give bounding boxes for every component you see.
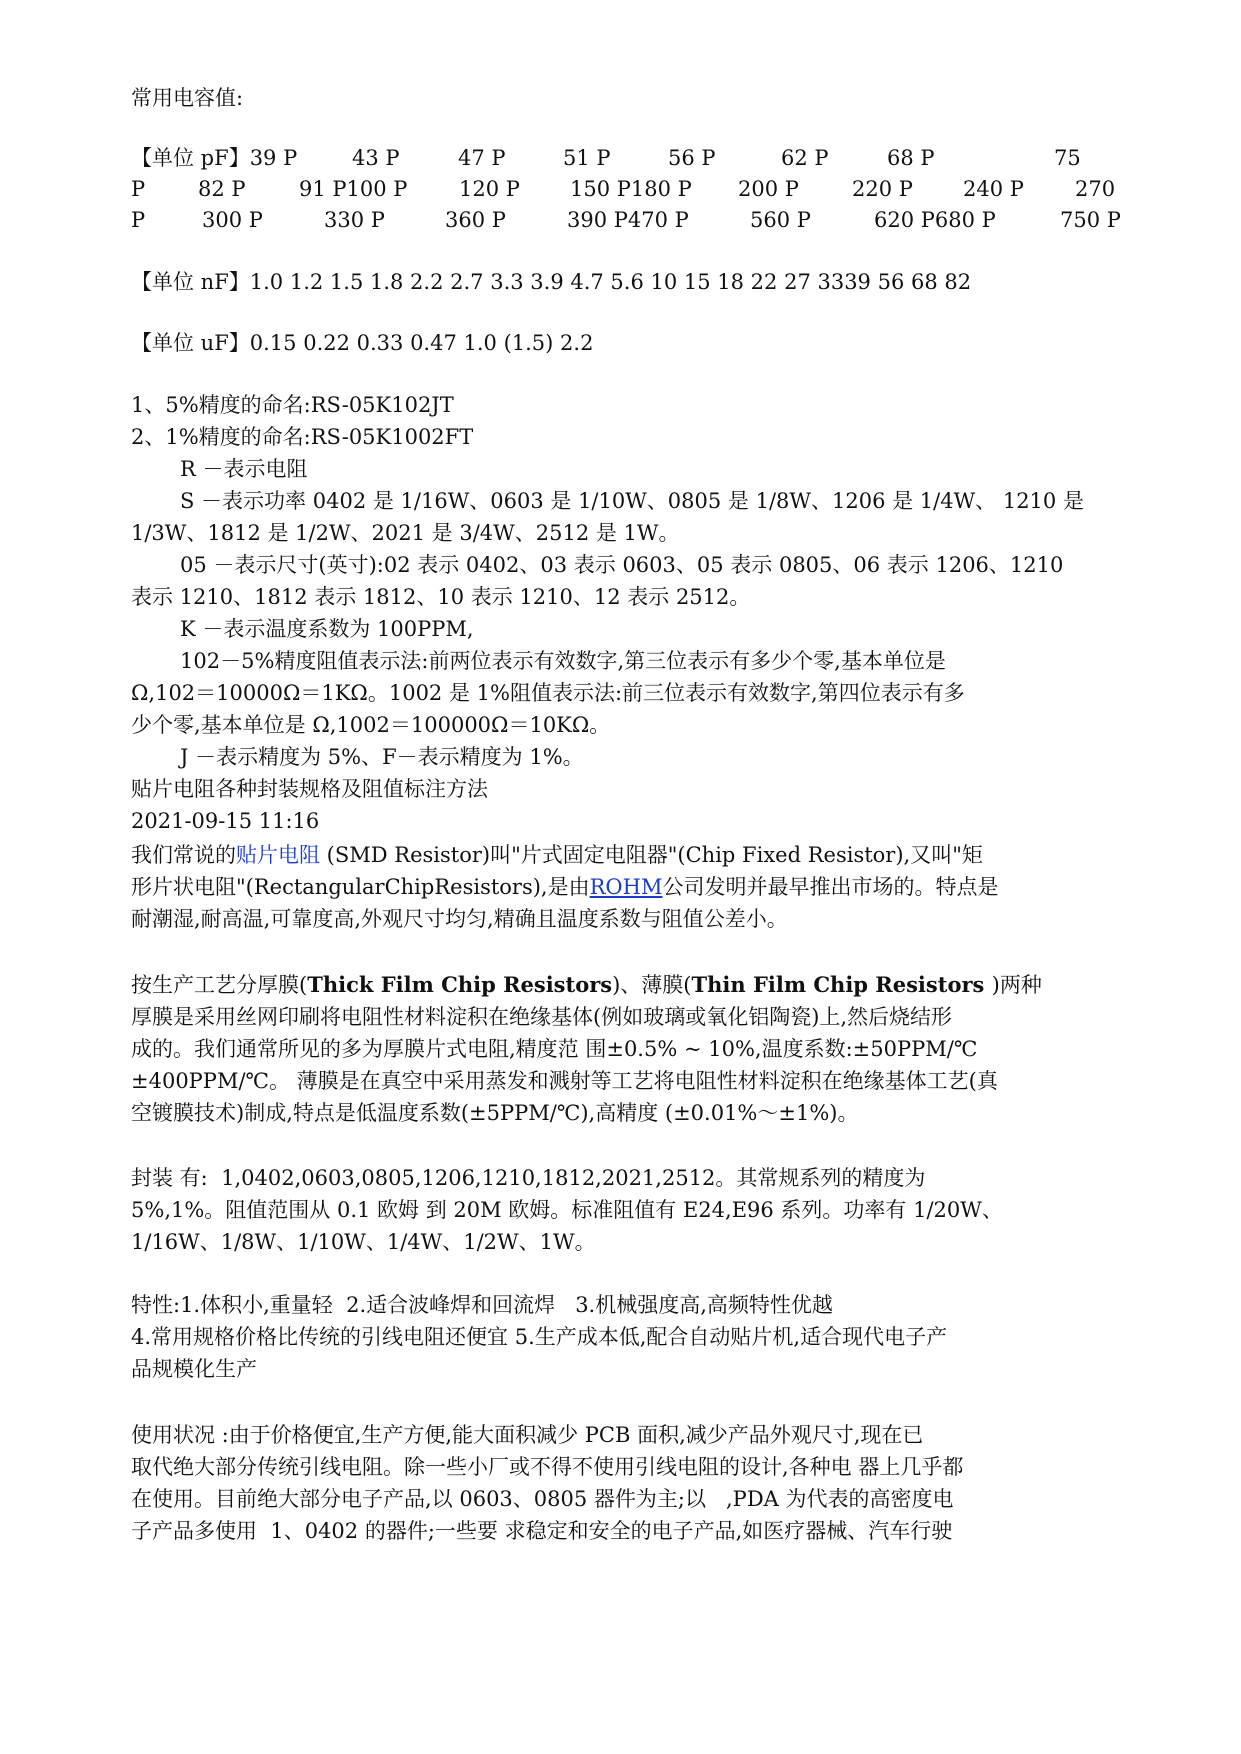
usage-line: 在使用。目前绝大部分电子产品,以 0603、0805 器件为主;以 ,PDA 为代表的高密度电 [131, 1487, 954, 1511]
pf-value: P [131, 177, 146, 201]
pf-value: 75 [1054, 146, 1081, 170]
naming-line: 2、1%精度的命名:RS-05K1002FT [131, 425, 474, 449]
film-text: 按生产工艺分厚膜( [131, 973, 308, 997]
package-line: 封装 有: 1,0402,0603,0805,1206,1210,1812,2021,2512。其常规系列的精度为 [131, 1166, 926, 1190]
naming-line: 表示 1210、1812 表示 1812、10 表示 1210、12 表示 2512。 [131, 585, 751, 609]
pf-value: 47 P [458, 146, 506, 170]
nf-values: 【单位 nF】1.0 1.2 1.5 1.8 2.2 2.7 3.3 3.9 4.7 5.6 10 15 18 22 27 3339 56 68 82 [131, 270, 972, 294]
intro-text: (SMD Resistor)叫"片式固定电阻器"(Chip Fixed Resistor),又叫"矩 [320, 843, 983, 867]
usage-line: 使用状况 :由于价格便宜,生产方便,能大面积减少 PCB 面积,减少产品外观尺寸,现在已 [131, 1423, 924, 1447]
pf-value: 330 P [324, 208, 385, 232]
film-text: )、薄膜( [612, 973, 692, 997]
smd-resistor-link[interactable]: 贴片电阻 [236, 843, 320, 867]
pf-value: 51 P [563, 146, 611, 170]
intro-text: 形片状电阻"(RectangularChipResistors),是由 [131, 875, 590, 899]
usage-line: 子产品多使用 1、0402 的器件;一些要 求稳定和安全的电子产品,如医疗器械、汽车行驶 [131, 1519, 953, 1543]
film-text: )两种 [991, 973, 1042, 997]
intro-line-3: 耐潮湿,耐高温,可靠度高,外观尺寸均匀,精确且温度系数与阻值公差小。 [131, 907, 788, 931]
pf-value: 62 P [781, 146, 829, 170]
naming-line: 少个零,基本单位是 Ω,1002＝100000Ω＝10KΩ。 [131, 713, 611, 737]
pf-row-2 [131, 174, 1121, 204]
pf-value: 620 P680 P [874, 208, 996, 232]
naming-line: 1/3W、1812 是 1/2W、2021 是 3/4W、2512 是 1W。 [131, 521, 680, 545]
pf-value: 91 P100 P [299, 177, 408, 201]
pf-value: 200 P [738, 177, 799, 201]
intro-line-2 [131, 872, 998, 902]
naming-line: K －表示温度系数为 100PPM, [180, 617, 474, 641]
film-line: 空镀膜技术)制成,特点是低温度系数(±5PPM/℃),高精度 (±0.01%～±1%)。 [131, 1101, 859, 1125]
pf-value: 240 P [963, 177, 1024, 201]
pf-value: 300 P [202, 208, 263, 232]
intro-line-1 [131, 840, 983, 870]
pf-value: 56 P [668, 146, 716, 170]
article-title: 贴片电阻各种封装规格及阻值标注方法 [131, 777, 488, 801]
feature-line: 特性:1.体积小,重量轻 2.适合波峰焊和回流焊 3.机械强度高,高频特性优越 [131, 1293, 833, 1317]
thick-film-term: Thick Film Chip Resistors [307, 972, 613, 997]
naming-line: 05 －表示尺寸(英寸):02 表示 0402、03 表示 0603、05 表示 0805、06 表示 1206、1210 [180, 553, 1064, 577]
pf-value: 270 [1075, 177, 1116, 201]
pf-value: 220 P [852, 177, 913, 201]
uf-values: 【单位 uF】0.15 0.22 0.33 0.47 1.0 (1.5) 2.2 [131, 331, 594, 355]
pf-row-1 [131, 143, 1121, 173]
pf-value: 68 P [887, 146, 935, 170]
capacitor-heading: 常用电容值: [131, 86, 244, 110]
article-date: 2021-09-15 11:16 [131, 809, 320, 833]
rohm-link[interactable]: ROHM [589, 875, 663, 899]
feature-line: 品规模化生产 [131, 1357, 257, 1381]
intro-text: 我们常说的 [131, 843, 236, 867]
film-line: ±400PPM/℃。 薄膜是在真空中采用蒸发和溅射等工艺将电阻性材料淀积在绝缘基体工艺(真 [131, 1069, 998, 1093]
naming-line: Ω,102＝10000Ω＝1KΩ。1002 是 1%阻值表示法:前三位表示有效数字,第四位表示有多 [131, 681, 965, 705]
pf-value: 390 P470 P [567, 208, 689, 232]
naming-line: S －表示功率 0402 是 1/16W、0603 是 1/10W、0805 是 1/8W、1206 是 1/4W、 1210 是 [180, 489, 1084, 513]
intro-text: 公司发明并最早推出市场的。特点是 [662, 875, 999, 899]
film-line: 厚膜是采用丝网印刷将电阻性材料淀积在绝缘基体(例如玻璃或氧化铝陶瓷)上,然后烧结形 [131, 1005, 953, 1029]
package-line: 1/16W、1/8W、1/10W、1/4W、1/2W、1W。 [131, 1230, 596, 1254]
pf-value: 150 P180 P [570, 177, 692, 201]
pf-value: 360 P [445, 208, 506, 232]
pf-value: 120 P [459, 177, 520, 201]
pf-value: 43 P [352, 146, 400, 170]
naming-line: R －表示电阻 [180, 457, 308, 481]
pf-row-3 [131, 205, 1121, 235]
thin-film-term: Thin Film Chip Resistors [691, 972, 992, 997]
film-line-1 [131, 970, 1042, 1000]
pf-value: 82 P [198, 177, 246, 201]
pf-value: 560 P [750, 208, 811, 232]
package-line: 5%,1%。阻值范围从 0.1 欧姆 到 20M 欧姆。标准阻值有 E24,E96 系列。功率有 1/20W、 [131, 1198, 1003, 1222]
naming-line: 102－5%精度阻值表示法:前两位表示有效数字,第三位表示有多少个零,基本单位是 [180, 649, 946, 673]
feature-line: 4.常用规格价格比传统的引线电阻还便宜 5.生产成本低,配合自动贴片机,适合现代电子产 [131, 1325, 948, 1349]
naming-line: 1、5%精度的命名:RS-05K102JT [131, 393, 454, 417]
pf-value: 【单位 pF】39 P [131, 146, 298, 170]
naming-line: J －表示精度为 5%、F－表示精度为 1%。 [180, 745, 584, 769]
usage-line: 取代绝大部分传统引线电阻。除一些小厂或不得不使用引线电阻的设计,各种电 器上几乎都 [131, 1455, 964, 1479]
pf-value: 750 P [1060, 208, 1121, 232]
pf-value: P [131, 208, 146, 232]
film-line: 成的。我们通常所见的多为厚膜片式电阻,精度范 围±0.5% ~ 10%,温度系数:±50PPM/℃ [131, 1037, 978, 1061]
